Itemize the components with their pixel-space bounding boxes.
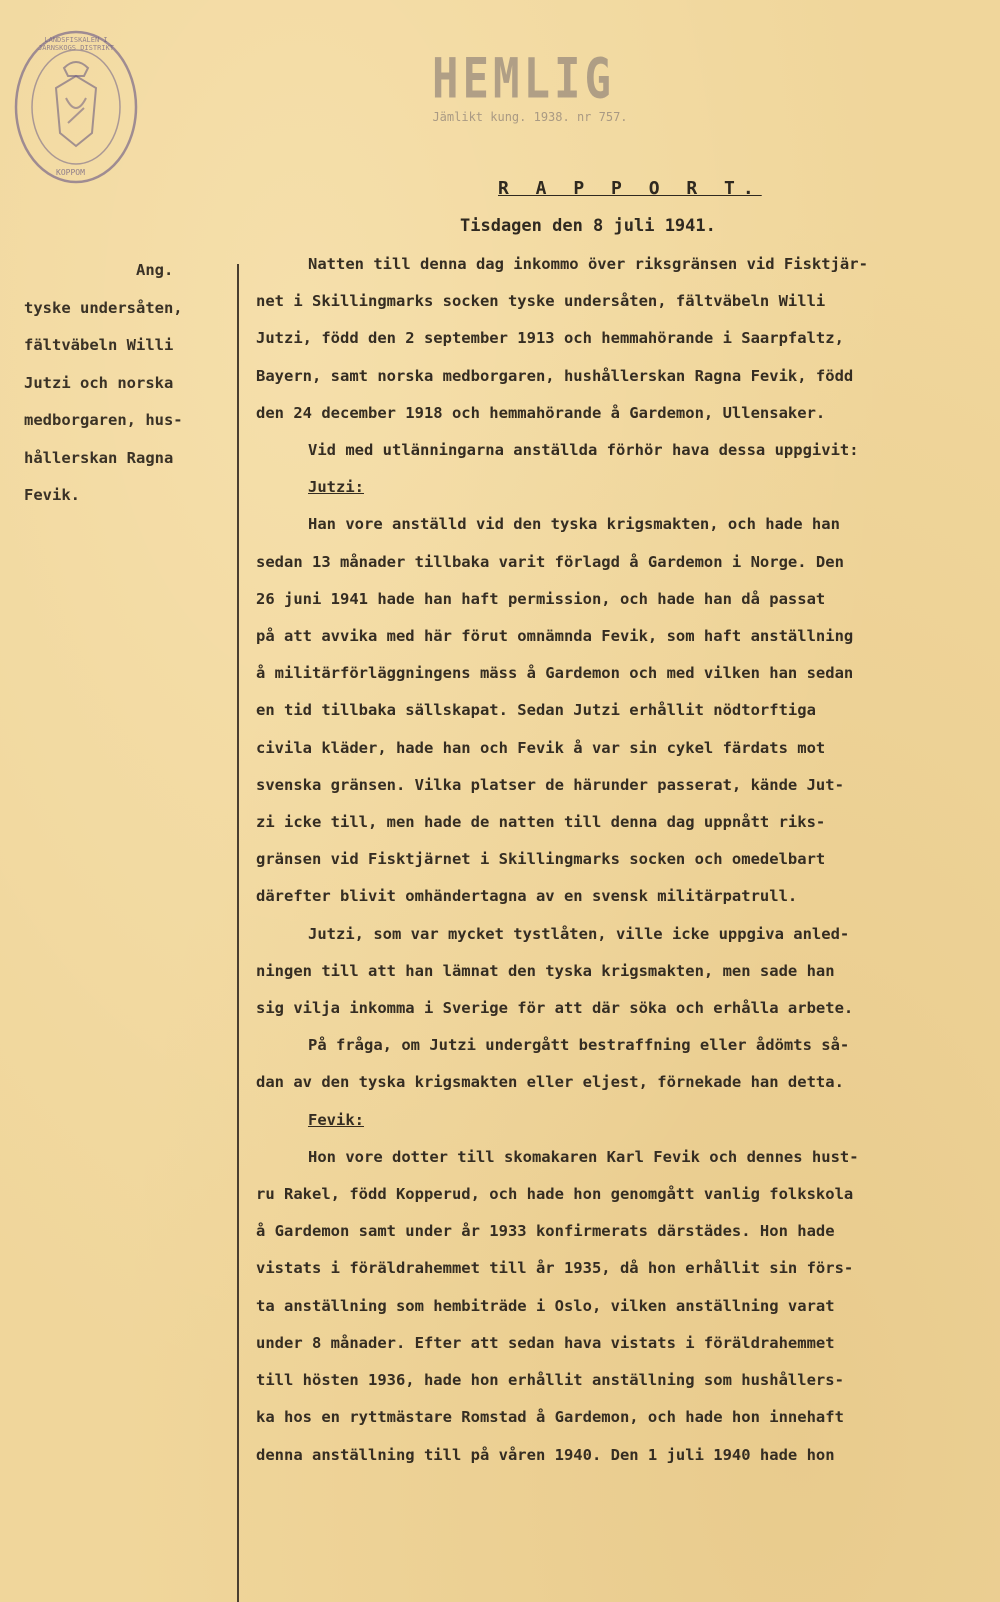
body-line: den 24 december 1918 och hemmahörande å Gardemon, Ullensaker. xyxy=(256,403,826,422)
body-line: ningen till att han lämnat den tyska krigsmakten, men sade han xyxy=(256,961,835,980)
body-line: under 8 månader. Efter att sedan hava vistats i föräldrahemmet xyxy=(256,1333,835,1352)
subject-line: Jutzi och norska xyxy=(24,373,174,392)
report-body xyxy=(256,246,961,1474)
body-line: På fråga, om Jutzi undergått bestraffning eller ådömts så- xyxy=(308,1036,850,1055)
body-line: på att avvika med här förut omnämnda Fevik, som haft anställning xyxy=(256,627,854,646)
body-line: net i Skillingmarks socken tyske undersåten, fältväbeln Willi xyxy=(256,292,826,311)
body-line: å Gardemon samt under år 1933 konfirmerats därstädes. Hon hade xyxy=(256,1222,835,1241)
subject-line: hållerskan Ragna xyxy=(24,448,174,467)
body-line: denna anställning till på våren 1940. Den 1 juli 1940 hade hon xyxy=(256,1445,835,1464)
seal-place: KOPPOM xyxy=(56,168,85,177)
body-line: å militärförläggningens mäss å Gardemon och med vilken han sedan xyxy=(256,664,854,683)
subject-margin-note xyxy=(24,252,224,515)
body-line: vistats i föräldrahemmet till år 1935, då hon erhållit sin förs- xyxy=(256,1259,854,1278)
body-line: sig vilja inkomma i Sverige för att där söka och erhålla arbete. xyxy=(256,999,854,1018)
body-line: Vid med utlänningarna anställda förhör hava dessa uppgivit: xyxy=(308,441,859,460)
classification-note: Jämlikt kung. 1938. nr 757. xyxy=(432,110,628,124)
body-line: ta anställning som hembiträde i Oslo, vilken anställning varat xyxy=(256,1296,835,1315)
body-line: 26 juni 1941 hade han haft permission, och hade han då passat xyxy=(256,589,826,608)
classification-stamp: HEMLIG xyxy=(432,47,615,112)
body-line: Jutzi, som var mycket tystlåten, ville icke uppgiva anled- xyxy=(308,924,850,943)
subject-line: medborgaren, hus- xyxy=(24,411,183,429)
section-heading-jutzi: Jutzi: xyxy=(308,478,364,497)
body-line: Jutzi, född den 2 september 1913 och hemmahörande i Saarpfaltz, xyxy=(256,329,844,348)
body-line: gränsen vid Fisktjärnet i Skillingmarks socken och omedelbart xyxy=(256,850,826,869)
seal-text: LANDSFISKALEN I JÄRNSKOGS DISTRIKT xyxy=(38,36,114,52)
body-line: Han vore anställd vid den tyska krigsmakten, och hade han xyxy=(308,515,840,534)
subject-line: tyske undersåten, xyxy=(24,298,183,317)
subject-line: Ang. xyxy=(136,261,174,279)
margin-rule xyxy=(237,264,239,1602)
body-line: därefter blivit omhändertagna av en svensk militärpatrull. xyxy=(256,887,798,906)
subject-line: Fevik. xyxy=(24,486,80,504)
body-line: Natten till denna dag inkommo över riksgränsen vid Fisktjär- xyxy=(308,255,868,273)
body-line: civila kläder, hade han och Fevik å var sin cykel färdats mot xyxy=(256,738,826,757)
body-line: dan av den tyska krigsmakten eller eljest, förnekade han detta. xyxy=(256,1073,844,1092)
body-line: till hösten 1936, hade hon erhållit anställning som hushållers- xyxy=(256,1371,844,1390)
body-line: ru Rakel, född Kopperud, och hade hon genomgått vanlig folkskola xyxy=(256,1185,854,1204)
body-line: Bayern, samt norska medborgaren, hushållerskan Ragna Fevik, född xyxy=(256,366,854,385)
body-line: svenska gränsen. Vilka platser de härunder passerat, kände Jut- xyxy=(256,775,844,794)
body-line: Hon vore dotter till skomakaren Karl Fevik och dennes hust- xyxy=(308,1147,859,1166)
report-title: R A P P O R T. xyxy=(498,178,762,199)
body-line: sedan 13 månader tillbaka varit förlagd å Gardemon i Norge. Den xyxy=(256,552,844,571)
subject-line: fältväbeln Willi xyxy=(24,336,174,354)
body-line: ka hos en ryttmästare Romstad å Gardemon, och hade hon innehaft xyxy=(256,1408,844,1427)
body-line: en tid tillbaka sällskapat. Sedan Jutzi erhållit nödtorftiga xyxy=(256,701,816,720)
section-heading-fevik: Fevik: xyxy=(308,1110,364,1129)
body-line: zi icke till, men hade de natten till denna dag uppnått riks- xyxy=(256,813,826,832)
report-date: Tisdagen den 8 juli 1941. xyxy=(460,216,716,236)
